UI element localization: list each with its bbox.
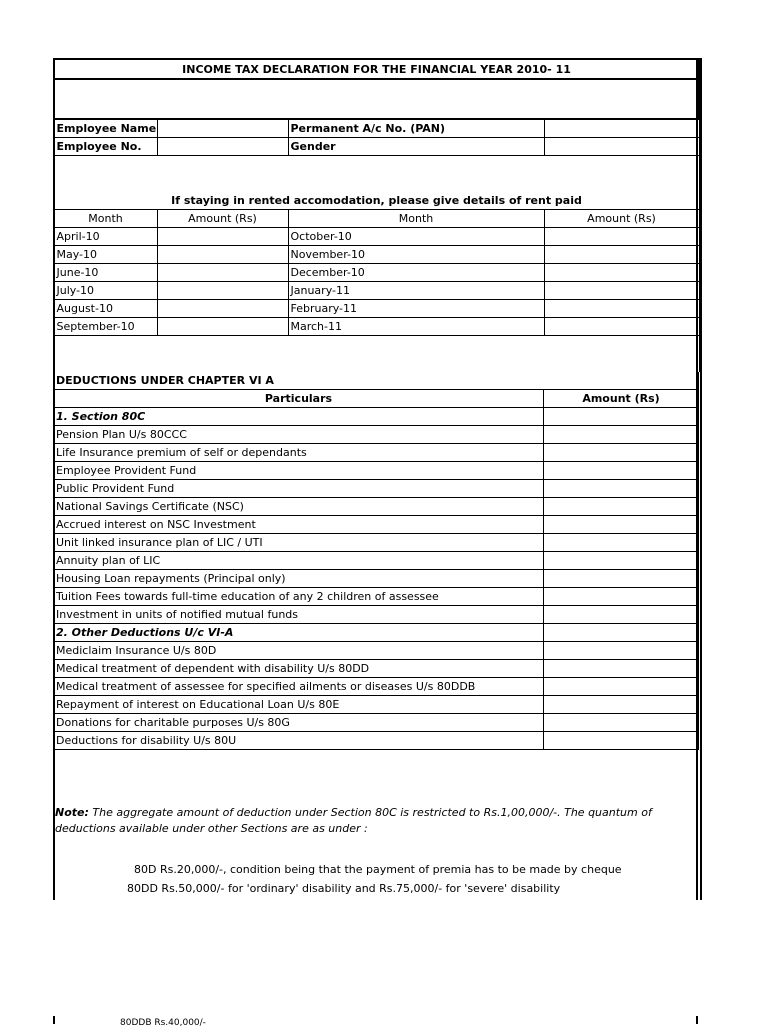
- rent-row: [54, 318, 699, 336]
- deduction-particular: Life Insurance premium of self or dependants: [54, 444, 544, 462]
- deduction-particular: Housing Loan repayments (Principal only): [54, 570, 544, 588]
- rent-month: October-10: [288, 228, 544, 246]
- rent-month: March-11: [288, 318, 544, 336]
- declaration-sheet: [53, 58, 698, 750]
- employee-name-field[interactable]: [157, 119, 288, 138]
- rent-amount-field[interactable]: [157, 264, 288, 282]
- rent-amount-field[interactable]: [157, 300, 288, 318]
- deduction-row: [54, 588, 699, 606]
- deduction-particular: Deductions for disability U/s 80U: [54, 732, 544, 750]
- deduction-row: [54, 552, 699, 570]
- deduction-row: [54, 678, 699, 696]
- note-code: 80DD: [127, 882, 158, 895]
- rent-col-month: Month: [288, 210, 544, 228]
- form-title: INCOME TAX DECLARATION FOR THE FINANCIAL YEAR 2010- 11: [54, 59, 699, 79]
- deductions-table: [53, 372, 699, 750]
- note-code: 80D: [134, 863, 157, 876]
- rent-row: [54, 300, 699, 318]
- rent-month: November-10: [288, 246, 544, 264]
- rent-amount-field[interactable]: [544, 264, 699, 282]
- amount-field[interactable]: [544, 678, 699, 696]
- deduction-particular: Employee Provident Fund: [54, 462, 544, 480]
- amount-field[interactable]: [544, 552, 699, 570]
- amount-field[interactable]: [544, 714, 699, 732]
- blank-row: [54, 156, 699, 193]
- rent-row: [54, 282, 699, 300]
- particulars-header: Particulars: [54, 390, 544, 408]
- section-80c-title: 1. Section 80C: [54, 408, 544, 426]
- amount-field[interactable]: [544, 732, 699, 750]
- rent-row: [54, 246, 699, 264]
- rent-month: May-10: [54, 246, 157, 264]
- rent-col-amount: Amount (Rs): [157, 210, 288, 228]
- deduction-row: [54, 570, 699, 588]
- deduction-particular: Pension Plan U/s 80CCC: [54, 426, 544, 444]
- deduction-row: [54, 660, 699, 678]
- rent-col-month: Month: [54, 210, 157, 228]
- deduction-particular: Accrued interest on NSC Investment: [54, 516, 544, 534]
- note-line-80dd: [127, 882, 560, 895]
- employee-name-label: Employee Name: [54, 119, 157, 138]
- deduction-particular: Donations for charitable purposes U/s 80G: [54, 714, 544, 732]
- rent-month: July-10: [54, 282, 157, 300]
- deduction-particular: Mediclaim Insurance U/s 80D: [54, 642, 544, 660]
- rent-amount-field[interactable]: [157, 318, 288, 336]
- rent-heading: If staying in rented accomodation, please give details of rent paid: [54, 192, 699, 210]
- pan-label: Permanent A/c No. (PAN): [288, 119, 544, 138]
- rent-amount-field[interactable]: [544, 282, 699, 300]
- rent-amount-field[interactable]: [157, 282, 288, 300]
- rent-amount-field[interactable]: [157, 228, 288, 246]
- gender-label: Gender: [288, 138, 544, 156]
- rent-month: September-10: [54, 318, 157, 336]
- amount-field[interactable]: [544, 534, 699, 552]
- page-edge-mark: [696, 1016, 698, 1024]
- rent-month: April-10: [54, 228, 157, 246]
- deduction-particular: Medical treatment of dependent with disability U/s 80DD: [54, 660, 544, 678]
- rent-amount-field[interactable]: [544, 300, 699, 318]
- amount-field[interactable]: [544, 408, 699, 426]
- deduction-particular: Annuity plan of LIC: [54, 552, 544, 570]
- rent-row: [54, 228, 699, 246]
- deduction-row: [54, 498, 699, 516]
- deduction-row: [54, 732, 699, 750]
- section-80c-rows: [54, 426, 699, 624]
- note-detail: Rs.50,000/- for 'ordinary' disability and Rs.75,000/- for 'severe' disability: [157, 882, 561, 895]
- rent-row: [54, 264, 699, 282]
- amount-field[interactable]: [544, 624, 699, 642]
- blank-row: [54, 336, 699, 373]
- note-text: The aggregate amount of deduction under Section 80C is restricted to Rs.1,00,000/-. The quantum of deductions available under other Sections are as under :: [55, 806, 652, 835]
- note-block: [55, 805, 685, 837]
- deduction-particular: Investment in units of notified mutual funds: [54, 606, 544, 624]
- deduction-row: [54, 480, 699, 498]
- amount-field[interactable]: [544, 498, 699, 516]
- amount-field[interactable]: [544, 642, 699, 660]
- employee-no-label: Employee No.: [54, 138, 157, 156]
- next-page-cut-text: 80DDB Rs.40,000/-: [120, 1018, 206, 1028]
- amount-field[interactable]: [544, 426, 699, 444]
- note-line-80d: [134, 863, 622, 876]
- deductions-heading: DEDUCTIONS UNDER CHAPTER VI A: [54, 372, 699, 390]
- deduction-row: [54, 444, 699, 462]
- rent-amount-field[interactable]: [544, 228, 699, 246]
- deduction-row: [54, 696, 699, 714]
- amount-field[interactable]: [544, 570, 699, 588]
- deduction-row: [54, 714, 699, 732]
- gender-field[interactable]: [544, 138, 699, 156]
- deduction-particular: Public Provident Fund: [54, 480, 544, 498]
- rent-month: August-10: [54, 300, 157, 318]
- rent-amount-field[interactable]: [544, 246, 699, 264]
- note-label: Note:: [55, 806, 89, 819]
- employee-no-field[interactable]: [157, 138, 288, 156]
- sheet-right-double-border: [700, 58, 702, 900]
- amount-field[interactable]: [544, 588, 699, 606]
- section-other-title: 2. Other Deductions U/c VI-A: [54, 624, 544, 642]
- deduction-particular: Repayment of interest on Educational Loan U/s 80E: [54, 696, 544, 714]
- rent-rows: [54, 228, 699, 336]
- deduction-particular: Medical treatment of assessee for specified ailments or diseases U/s 80DDB: [54, 678, 544, 696]
- rent-col-amount: Amount (Rs): [544, 210, 699, 228]
- rent-month: December-10: [288, 264, 544, 282]
- amount-field[interactable]: [544, 444, 699, 462]
- amount-field[interactable]: [544, 696, 699, 714]
- header-table: [53, 58, 700, 372]
- amount-field[interactable]: [544, 516, 699, 534]
- deduction-particular: Tuition Fees towards full-time education of any 2 children of assessee: [54, 588, 544, 606]
- blank-row: [54, 79, 699, 119]
- deduction-row: [54, 534, 699, 552]
- page-edge-mark: [53, 1016, 55, 1024]
- rent-month: February-11: [288, 300, 544, 318]
- amount-header: Amount (Rs): [544, 390, 699, 408]
- deduction-row: [54, 606, 699, 624]
- rent-month: June-10: [54, 264, 157, 282]
- pan-field[interactable]: [544, 119, 699, 138]
- rent-amount-field[interactable]: [157, 246, 288, 264]
- deduction-particular: Unit linked insurance plan of LIC / UTI: [54, 534, 544, 552]
- note-detail: Rs.20,000/-, condition being that the payment of premia has to be made by cheque: [156, 863, 622, 876]
- amount-field[interactable]: [544, 660, 699, 678]
- deduction-row: [54, 462, 699, 480]
- rent-amount-field[interactable]: [544, 318, 699, 336]
- deduction-row: [54, 426, 699, 444]
- deduction-particular: National Savings Certificate (NSC): [54, 498, 544, 516]
- amount-field[interactable]: [544, 480, 699, 498]
- deduction-row: [54, 516, 699, 534]
- amount-field[interactable]: [544, 606, 699, 624]
- rent-month: January-11: [288, 282, 544, 300]
- deduction-row: [54, 642, 699, 660]
- amount-field[interactable]: [544, 462, 699, 480]
- section-other-rows: [54, 642, 699, 750]
